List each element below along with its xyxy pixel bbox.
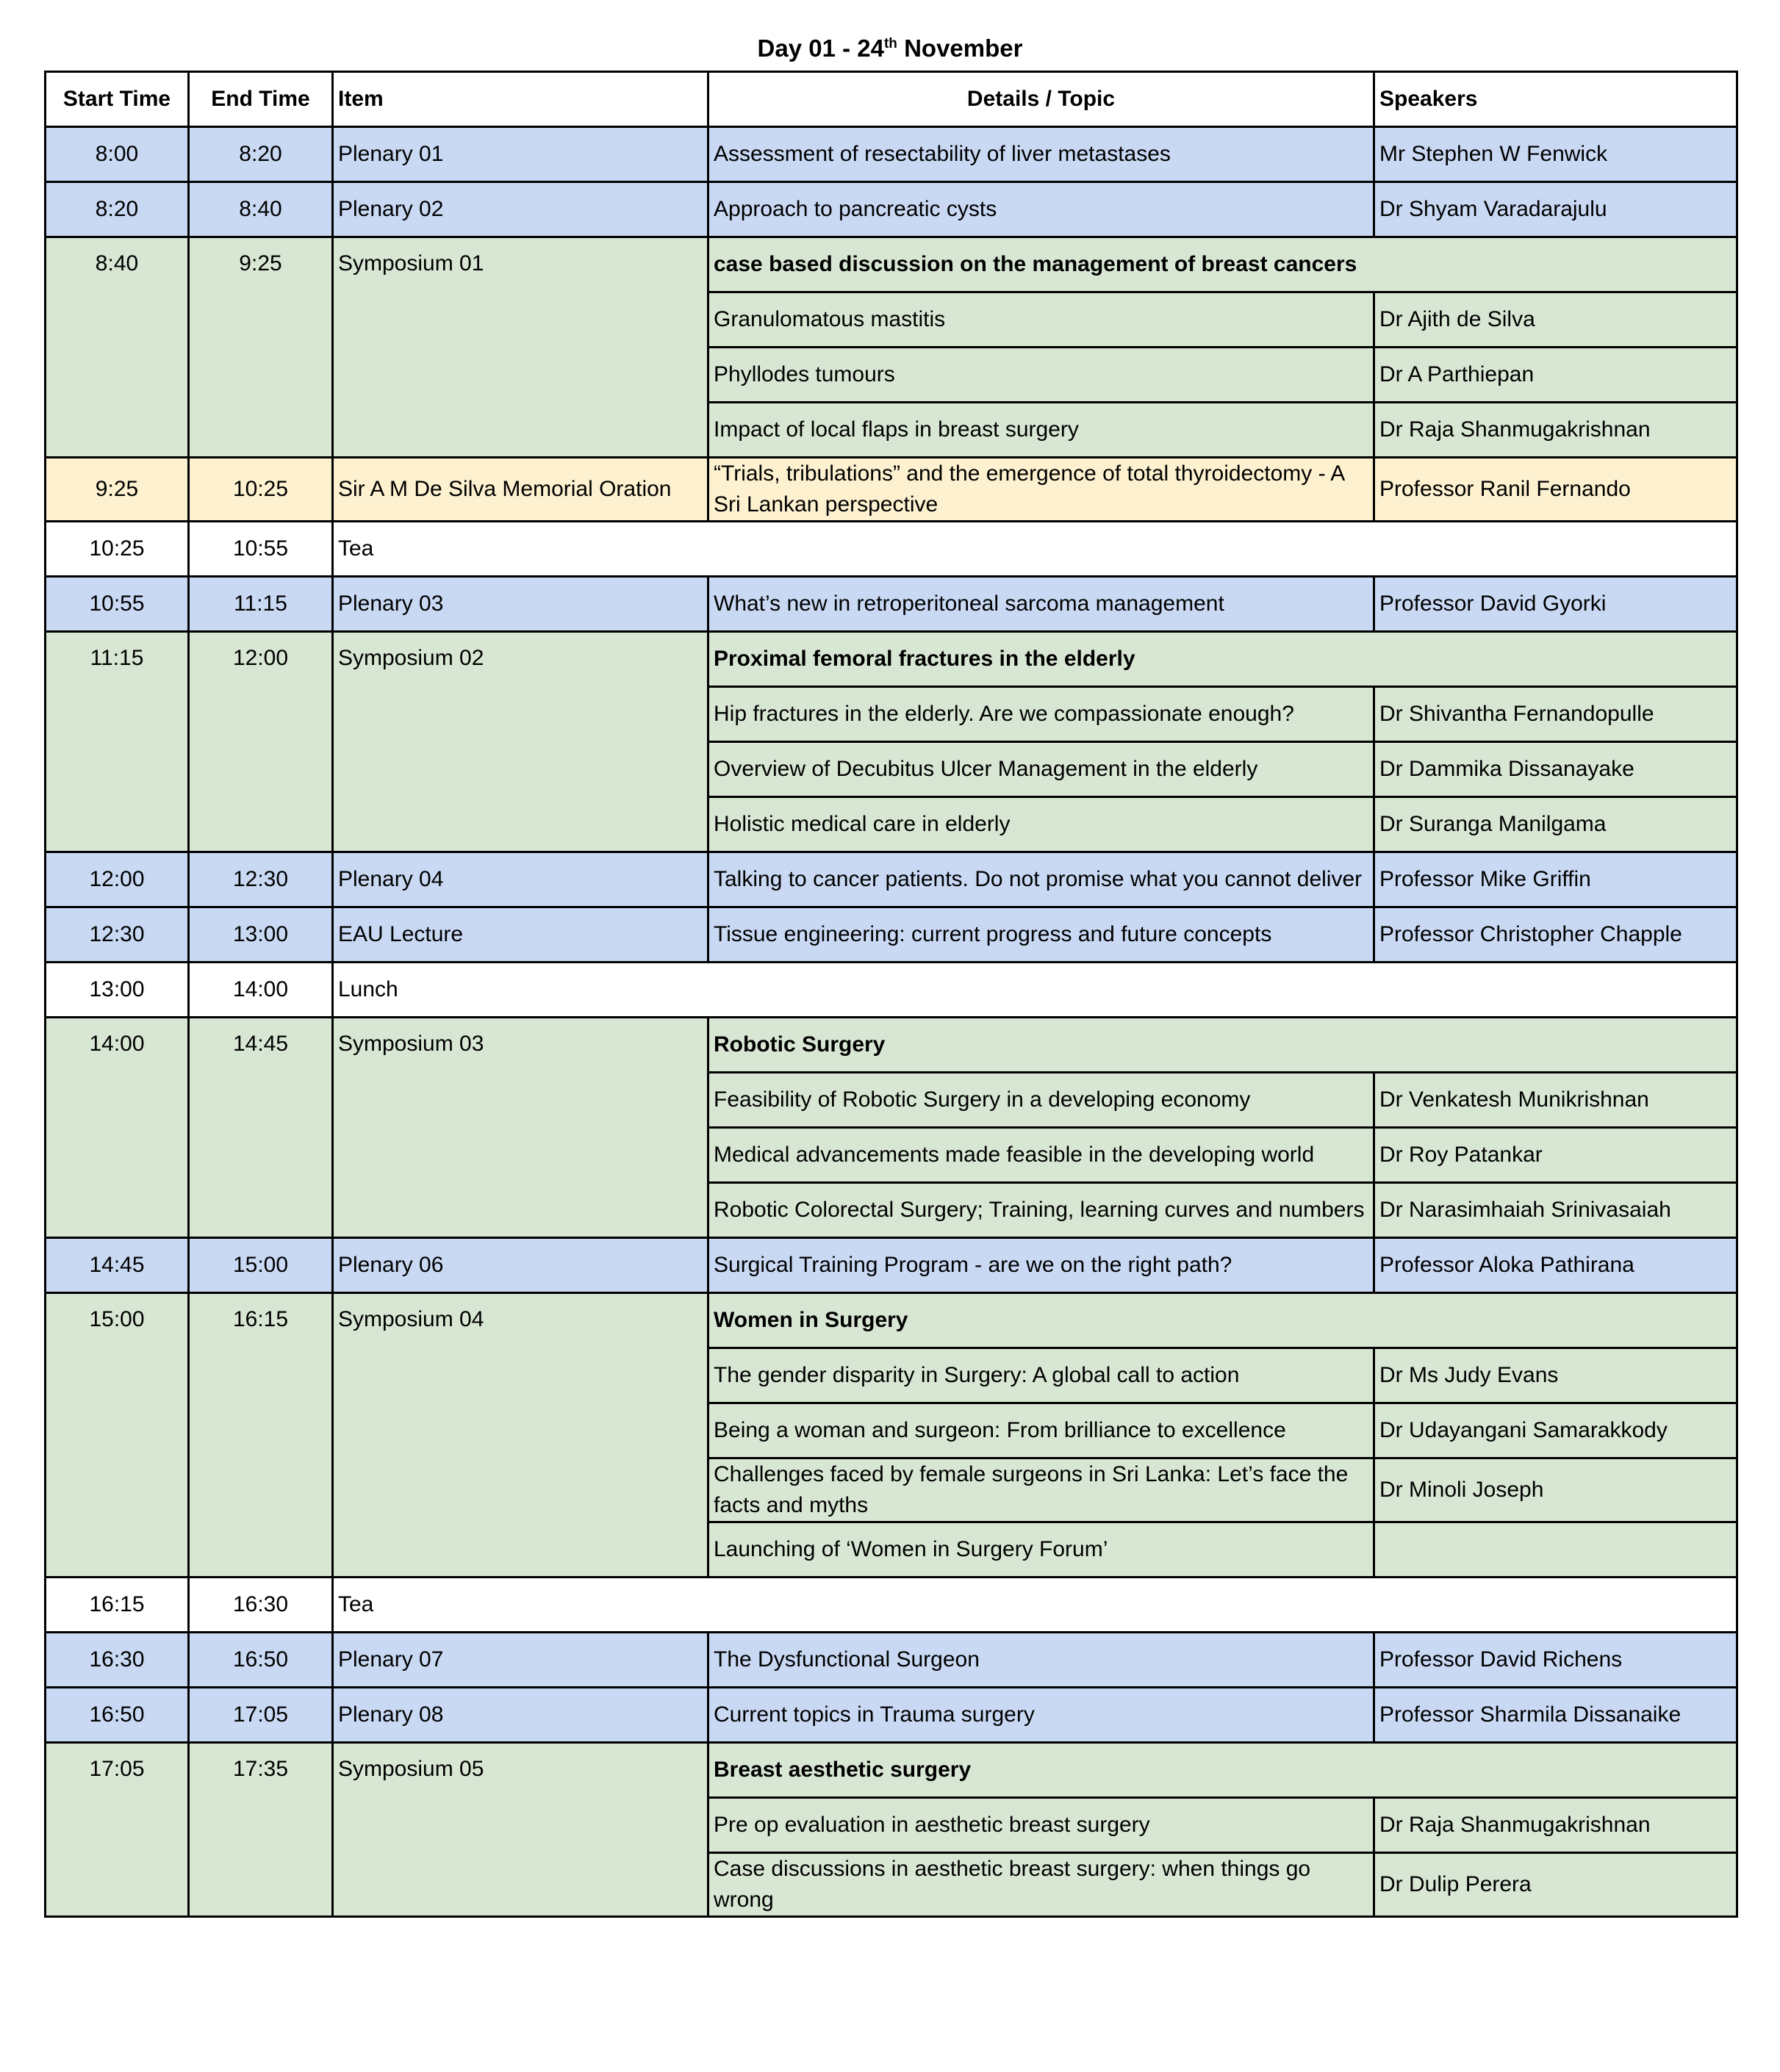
item-cell: Symposium 03 [333, 1018, 708, 1238]
agenda-table [44, 71, 1738, 1918]
header-start-time: Start Time [46, 72, 189, 127]
item-cell: Tea [333, 1578, 1737, 1633]
start-time-cell: 8:00 [46, 127, 189, 182]
speaker-cell: Dr Shivantha Fernandopulle [1374, 687, 1737, 742]
header-details: Details / Topic [708, 72, 1374, 127]
symposium-row [46, 1018, 1737, 1073]
start-time-cell: 14:00 [46, 1018, 189, 1238]
symposium-heading-cell: Robotic Surgery [708, 1018, 1737, 1073]
speaker-cell: Dr Dammika Dissanayake [1374, 742, 1737, 797]
topic-cell: Approach to pancreatic cysts [708, 182, 1374, 237]
plenary-row [46, 1688, 1737, 1743]
end-time-cell: 16:15 [189, 1293, 333, 1578]
start-time-cell: 16:15 [46, 1578, 189, 1633]
speaker-cell: Dr Minoli Joseph [1374, 1458, 1737, 1522]
break-row [46, 963, 1737, 1018]
topic-cell: Current topics in Trauma surgery [708, 1688, 1374, 1743]
plenary-row [46, 1238, 1737, 1293]
item-cell: Symposium 05 [333, 1743, 708, 1917]
agenda-body [46, 127, 1737, 1917]
topic-cell: Pre op evaluation in aesthetic breast surgery [708, 1798, 1374, 1853]
topic-cell: What’s new in retroperitoneal sarcoma management [708, 577, 1374, 632]
end-time-cell: 16:30 [189, 1578, 333, 1633]
item-cell: Plenary 02 [333, 182, 708, 237]
end-time-cell: 17:05 [189, 1688, 333, 1743]
title-suffix: November [897, 35, 1023, 62]
speaker-cell: Dr Ms Judy Evans [1374, 1348, 1737, 1403]
speaker-cell: Professor David Gyorki [1374, 577, 1737, 632]
end-time-cell: 12:30 [189, 852, 333, 907]
topic-cell: Phyllodes tumours [708, 348, 1374, 403]
end-time-cell: 15:00 [189, 1238, 333, 1293]
topic-cell: Being a woman and surgeon: From brilliance to excellence [708, 1403, 1374, 1458]
item-cell: Symposium 01 [333, 237, 708, 458]
speaker-cell: Professor David Richens [1374, 1633, 1737, 1688]
speaker-cell: Professor Aloka Pathirana [1374, 1238, 1737, 1293]
item-cell: Lunch [333, 963, 1737, 1018]
speaker-cell: Dr A Parthiepan [1374, 348, 1737, 403]
start-time-cell: 12:30 [46, 907, 189, 963]
title-prefix: Day 01 - 24 [757, 35, 884, 62]
topic-cell: Case discussions in aesthetic breast surgery: when things go wrong [708, 1853, 1374, 1917]
topic-cell: Challenges faced by female surgeons in Sri Lanka: Let’s face the facts and myths [708, 1458, 1374, 1522]
speaker-cell: Dr Ajith de Silva [1374, 292, 1737, 348]
header-speakers: Speakers [1374, 72, 1737, 127]
start-time-cell: 14:45 [46, 1238, 189, 1293]
item-cell: Sir A M De Silva Memorial Oration [333, 458, 708, 522]
item-cell: Plenary 01 [333, 127, 708, 182]
end-time-cell: 11:15 [189, 577, 333, 632]
title-superscript: th [883, 36, 897, 51]
plenary-row [46, 182, 1737, 237]
topic-cell: Granulomatous mastitis [708, 292, 1374, 348]
plenary-row [46, 852, 1737, 907]
speaker-cell: Dr Suranga Manilgama [1374, 797, 1737, 852]
topic-cell: Talking to cancer patients. Do not promise what you cannot deliver [708, 852, 1374, 907]
topic-cell: Tissue engineering: current progress and future concepts [708, 907, 1374, 963]
end-time-cell: 8:40 [189, 182, 333, 237]
speaker-cell: Dr Dulip Perera [1374, 1853, 1737, 1917]
topic-cell: Feasibility of Robotic Surgery in a developing economy [708, 1073, 1374, 1128]
speaker-cell: Professor Mike Griffin [1374, 852, 1737, 907]
end-time-cell: 16:50 [189, 1633, 333, 1688]
oration-row [46, 458, 1737, 522]
topic-cell: Impact of local flaps in breast surgery [708, 403, 1374, 458]
start-time-cell: 11:15 [46, 632, 189, 852]
item-cell: Symposium 04 [333, 1293, 708, 1578]
header-item: Item [333, 72, 708, 127]
page-title [0, 22, 1780, 66]
speaker-cell: Dr Roy Patankar [1374, 1128, 1737, 1183]
symposium-row [46, 632, 1737, 687]
speaker-cell: Professor Sharmila Dissanaike [1374, 1688, 1737, 1743]
item-cell: Plenary 06 [333, 1238, 708, 1293]
end-time-cell: 17:35 [189, 1743, 333, 1917]
speaker-cell [1374, 1522, 1737, 1578]
speaker-cell: Mr Stephen W Fenwick [1374, 127, 1737, 182]
speaker-cell: Dr Venkatesh Munikrishnan [1374, 1073, 1737, 1128]
item-cell: Symposium 02 [333, 632, 708, 852]
symposium-heading-cell: Breast aesthetic surgery [708, 1743, 1737, 1798]
end-time-cell: 12:00 [189, 632, 333, 852]
speaker-cell: Professor Christopher Chapple [1374, 907, 1737, 963]
plenary-row [46, 1633, 1737, 1688]
topic-cell: The gender disparity in Surgery: A global call to action [708, 1348, 1374, 1403]
topic-cell: Assessment of resectability of liver metastases [708, 127, 1374, 182]
start-time-cell: 10:55 [46, 577, 189, 632]
plenary-row [46, 907, 1737, 963]
end-time-cell: 10:25 [189, 458, 333, 522]
start-time-cell: 15:00 [46, 1293, 189, 1578]
speaker-cell: Dr Udayangani Samarakkody [1374, 1403, 1737, 1458]
symposium-row [46, 1743, 1737, 1798]
speaker-cell: Dr Raja Shanmugakrishnan [1374, 1798, 1737, 1853]
plenary-row [46, 577, 1737, 632]
end-time-cell: 14:00 [189, 963, 333, 1018]
topic-cell: The Dysfunctional Surgeon [708, 1633, 1374, 1688]
start-time-cell: 12:00 [46, 852, 189, 907]
start-time-cell: 13:00 [46, 963, 189, 1018]
topic-cell: Robotic Colorectal Surgery; Training, learning curves and numbers [708, 1183, 1374, 1238]
item-cell: Plenary 08 [333, 1688, 708, 1743]
item-cell: Plenary 03 [333, 577, 708, 632]
symposium-row [46, 237, 1737, 292]
end-time-cell: 9:25 [189, 237, 333, 458]
break-row [46, 522, 1737, 577]
start-time-cell: 16:30 [46, 1633, 189, 1688]
end-time-cell: 10:55 [189, 522, 333, 577]
speaker-cell: Dr Raja Shanmugakrishnan [1374, 403, 1737, 458]
topic-cell: Hip fractures in the elderly. Are we compassionate enough? [708, 687, 1374, 742]
item-cell: Plenary 04 [333, 852, 708, 907]
end-time-cell: 8:20 [189, 127, 333, 182]
start-time-cell: 16:50 [46, 1688, 189, 1743]
item-cell: Plenary 07 [333, 1633, 708, 1688]
topic-cell: Surgical Training Program - are we on the right path? [708, 1238, 1374, 1293]
symposium-row [46, 1293, 1737, 1348]
start-time-cell: 8:20 [46, 182, 189, 237]
end-time-cell: 13:00 [189, 907, 333, 963]
symposium-heading-cell: Women in Surgery [708, 1293, 1737, 1348]
break-row [46, 1578, 1737, 1633]
plenary-row [46, 127, 1737, 182]
speaker-cell: Dr Narasimhaiah Srinivasaiah [1374, 1183, 1737, 1238]
header-end-time: End Time [189, 72, 333, 127]
topic-cell: Medical advancements made feasible in the developing world [708, 1128, 1374, 1183]
end-time-cell: 14:45 [189, 1018, 333, 1238]
start-time-cell: 10:25 [46, 522, 189, 577]
symposium-heading-cell: case based discussion on the management of breast cancers [708, 237, 1737, 292]
topic-cell: Holistic medical care in elderly [708, 797, 1374, 852]
symposium-heading-cell: Proximal femoral fractures in the elderly [708, 632, 1737, 687]
start-time-cell: 9:25 [46, 458, 189, 522]
start-time-cell: 8:40 [46, 237, 189, 458]
start-time-cell: 17:05 [46, 1743, 189, 1917]
item-cell: Tea [333, 522, 1737, 577]
item-cell: EAU Lecture [333, 907, 708, 963]
topic-cell: Overview of Decubitus Ulcer Management in the elderly [708, 742, 1374, 797]
speaker-cell: Dr Shyam Varadarajulu [1374, 182, 1737, 237]
topic-cell: Launching of ‘Women in Surgery Forum’ [708, 1522, 1374, 1578]
speaker-cell: Professor Ranil Fernando [1374, 458, 1737, 522]
header-row [46, 72, 1737, 127]
topic-cell: “Trials, tribulations” and the emergence of total thyroidectomy - A Sri Lankan perspective [708, 458, 1374, 522]
